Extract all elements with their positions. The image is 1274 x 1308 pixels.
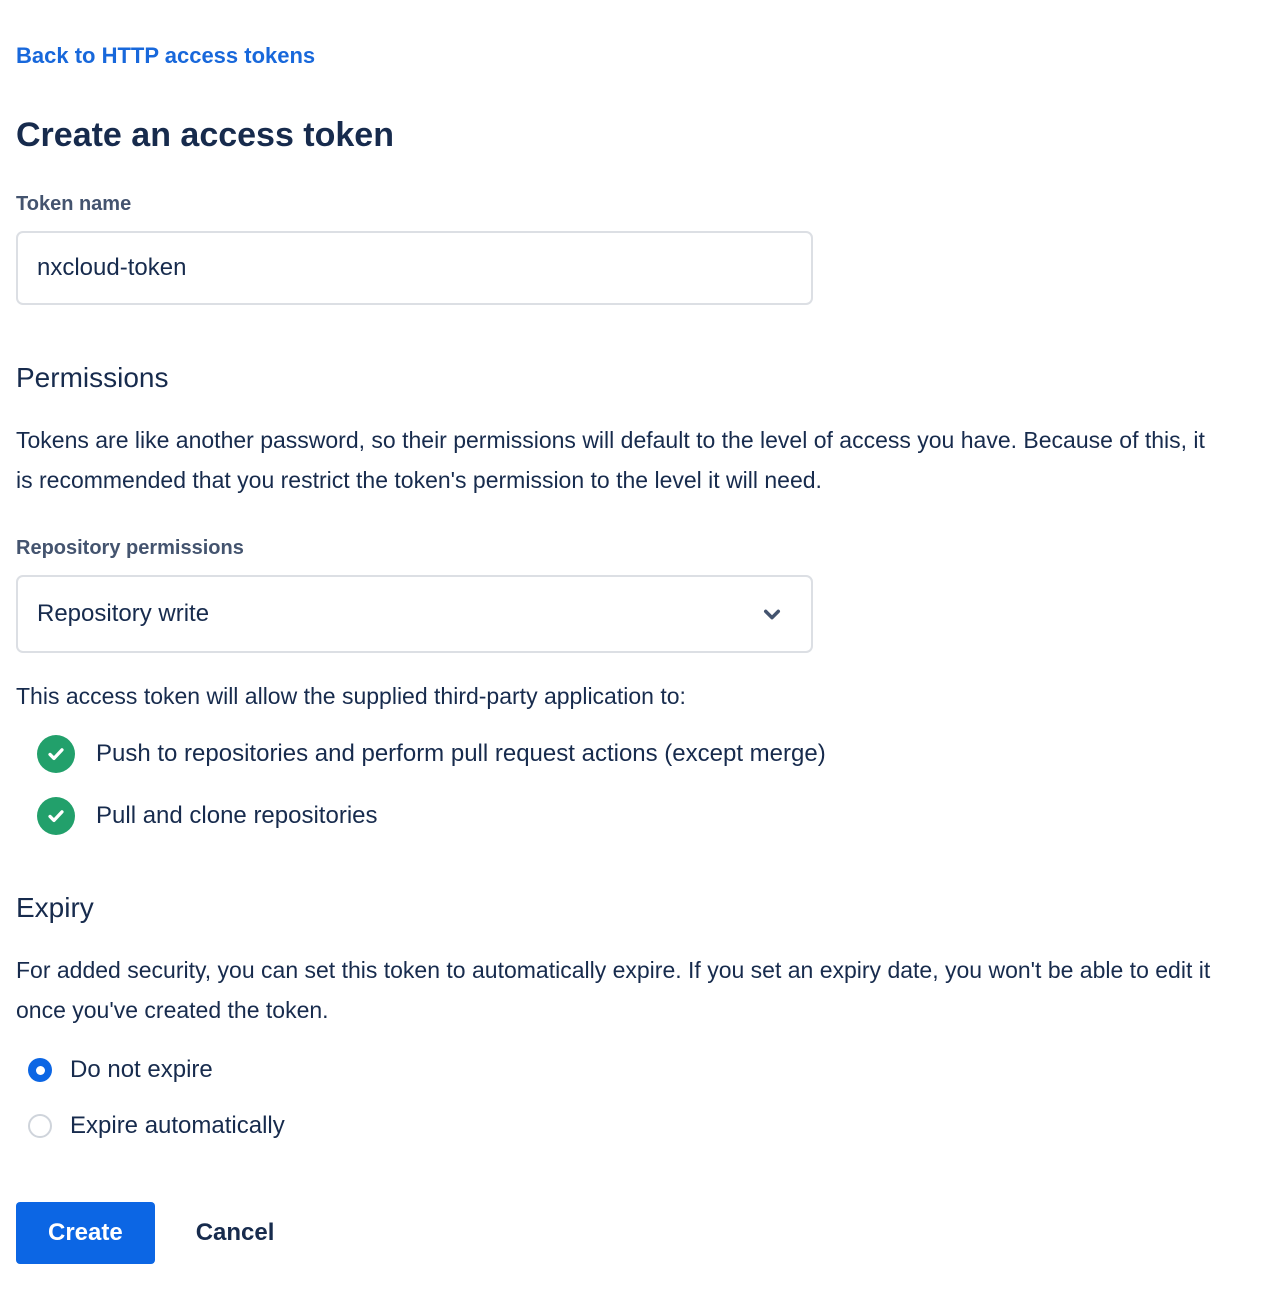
check-icon [37, 735, 75, 773]
expiry-heading: Expiry [16, 892, 94, 923]
form-actions [16, 1202, 1242, 1264]
create-button[interactable]: Create [16, 1202, 155, 1264]
radio-do-not-expire[interactable] [16, 1054, 1242, 1086]
repository-permissions-label: Repository permissions [16, 537, 244, 559]
radio-label[interactable]: Expire automatically [70, 1112, 285, 1139]
radio-button-icon[interactable] [28, 1114, 52, 1138]
check-icon [37, 797, 75, 835]
radio-button-icon[interactable] [28, 1058, 52, 1082]
repository-permissions-select[interactable] [16, 575, 813, 653]
radio-expire-automatically[interactable] [16, 1110, 1242, 1142]
capability-row [16, 735, 1242, 773]
repository-permissions-selected-value: Repository write [37, 600, 210, 627]
radio-label[interactable]: Do not expire [70, 1056, 213, 1083]
chevron-down-icon [759, 601, 785, 627]
capability-row [16, 797, 1242, 835]
permissions-description: Tokens are like another password, so their permissions will default to the level of access you have. Because of this, it is recommended that you restrict the token's permission to the level it will need. [16, 427, 1205, 493]
cancel-button[interactable]: Cancel [195, 1219, 275, 1246]
expiry-description: For added security, you can set this token to automatically expire. If you set an expiry date, you won't be able to edit it once you've created the token. [16, 957, 1211, 1023]
allow-intro-text: This access token will allow the supplied third-party application to: [16, 683, 686, 709]
token-name-label: Token name [16, 193, 132, 215]
token-name-input[interactable] [16, 231, 813, 305]
permissions-heading: Permissions [16, 362, 169, 393]
page-title: Create an access token [16, 116, 394, 154]
capability-label: Push to repositories and perform pull request actions (except merge) [96, 740, 826, 767]
back-to-http-access-tokens-link[interactable]: Back to HTTP access tokens [16, 43, 316, 68]
capability-label: Pull and clone repositories [96, 802, 378, 829]
